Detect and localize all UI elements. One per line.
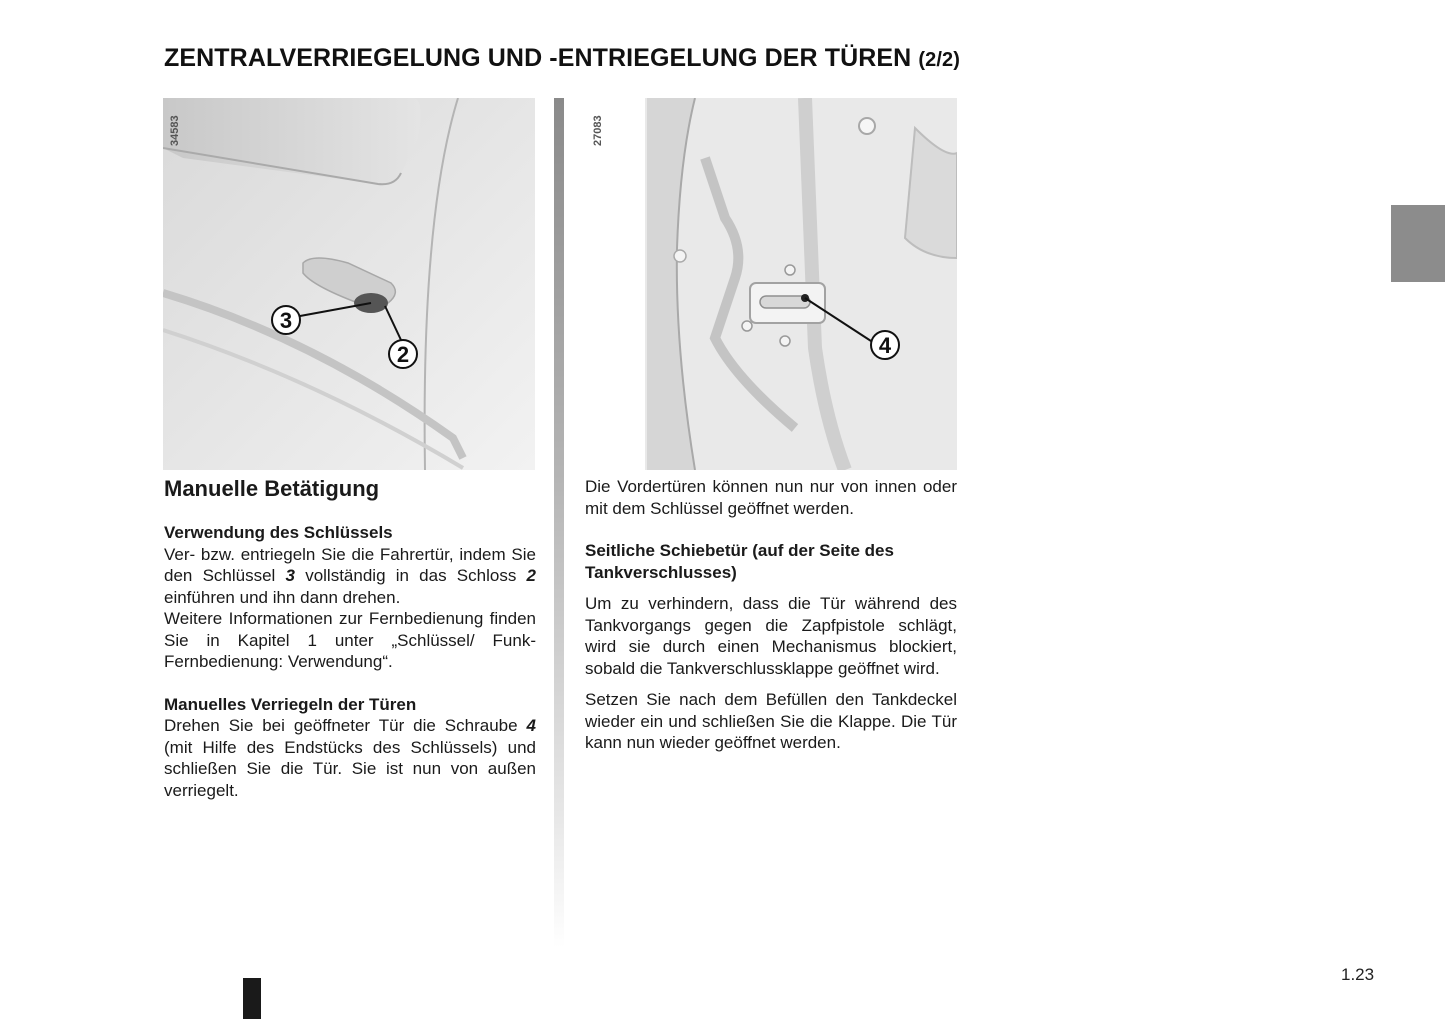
figure-code: 34583 xyxy=(169,115,181,146)
page-number: 1.23 xyxy=(1341,965,1375,984)
figure-code: 27083 xyxy=(592,115,604,146)
door-handle-figure xyxy=(163,98,535,470)
subsection-title: Manuelles Verriegeln der Türen xyxy=(164,694,417,714)
page-part-indicator: (2/2) xyxy=(918,49,960,71)
door-lock-illustration xyxy=(585,98,957,470)
text-run: Drehen Sie bei geöffneter Tür die Schraube xyxy=(164,716,527,735)
paragraph: Weitere Informationen zur Fernbedienung finden Sie in Kapitel 1 unter „Schlüssel/ Funk-Fernbedienung: Verwendung“. xyxy=(164,609,536,671)
text-run: (mit Hilfe des Endstücks des Schlüssels) und schließen Sie die Tür. Sie ist nun von außen verriegelt. xyxy=(164,737,536,800)
bottom-margin-bar xyxy=(243,978,261,1019)
subsection-title: Verwendung des Schlüssels xyxy=(164,523,393,542)
reference-number: 3 xyxy=(285,566,295,585)
reference-number: 4 xyxy=(526,716,536,735)
text-run: einführen und ihn dann drehen. xyxy=(164,587,401,607)
paragraph xyxy=(164,544,536,609)
column-divider xyxy=(554,98,564,948)
paragraph: Um zu verhindern, dass die Tür während des Tankvorgangs gegen die Zapfpistole schlägt, wird sie durch einen Mechanismus blockiert, sobald die Tankverschlussklappe geöffnet wird. xyxy=(585,594,957,678)
subsection-title: Seitliche Schiebetür (auf der Seite des Tankverschlusses) xyxy=(585,541,894,582)
figure-margin xyxy=(585,98,645,470)
bolt-head xyxy=(859,118,875,134)
screw-left xyxy=(742,321,752,331)
paragraph: Setzen Sie nach dem Befüllen den Tankdeckel wieder ein und schließen Sie die Klappe. Die Tür kann nun wieder geöffnet werden. xyxy=(585,690,957,752)
screw-bottom xyxy=(780,336,790,346)
page-title xyxy=(164,44,960,73)
callout-4: 4 xyxy=(878,333,892,358)
page-title-text: ZENTRALVERRIEGELUNG UND -ENTRIEGELUNG DER TÜREN xyxy=(164,44,912,72)
text-run: Ver- bzw. entriegeln Sie die Fahrertür, indem Sie den Schlüssel xyxy=(164,544,536,585)
paragraph: Die Vordertüren können nun nur von innen oder mit dem Schlüssel geöffnet werden. xyxy=(585,477,957,518)
left-column xyxy=(164,476,536,801)
chapter-tab-marker xyxy=(1391,205,1445,282)
right-column xyxy=(585,476,957,754)
reference-number: 2 xyxy=(526,566,536,585)
paragraph xyxy=(164,715,536,801)
door-handle-illustration xyxy=(163,98,535,470)
door-lock-figure xyxy=(585,98,957,470)
text-run: vollständig in das Schloss xyxy=(295,566,527,585)
callout-2: 2 xyxy=(396,342,410,367)
bolt-head-left xyxy=(674,250,686,262)
screw-top xyxy=(785,265,795,275)
callout-3: 3 xyxy=(279,308,293,333)
section-heading: Manuelle Betätigung xyxy=(164,476,380,501)
